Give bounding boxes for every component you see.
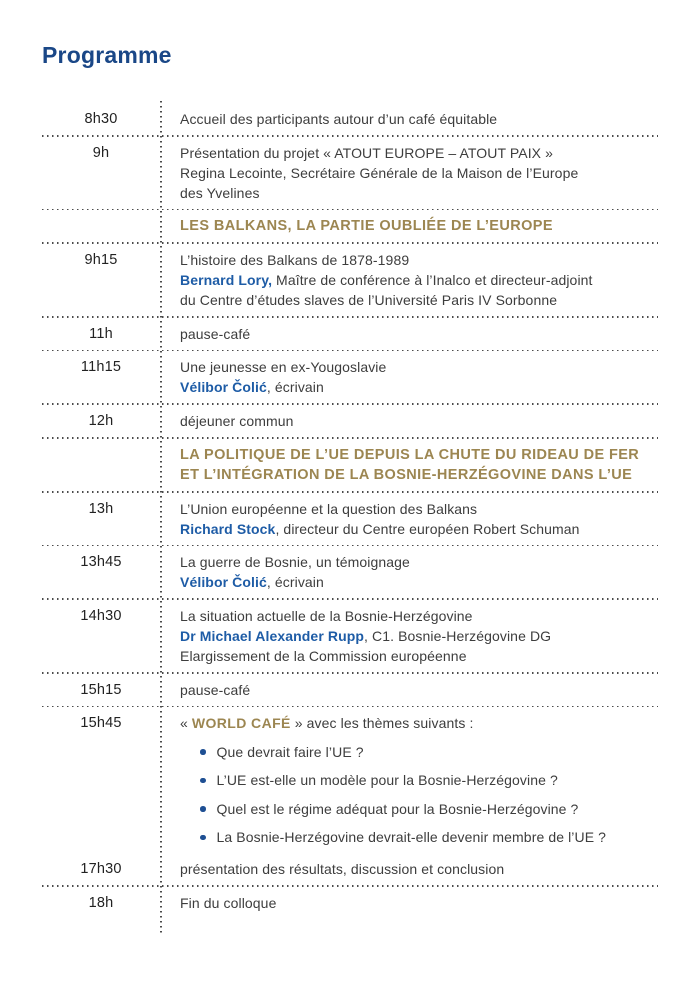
- text: des Yvelines: [180, 184, 260, 201]
- text: Maître de conférence à l’Inalco et directeur-adjoint: [272, 272, 593, 289]
- text: Une jeunesse en ex-Yougoslavie: [180, 359, 387, 376]
- time-label: 8h30: [84, 111, 118, 127]
- event-details: [160, 859, 658, 879]
- schedule-row: [42, 405, 658, 437]
- event-line: [180, 377, 654, 397]
- event-line: [180, 646, 654, 666]
- schedule-row: [42, 244, 658, 316]
- text: déjeuner commun: [180, 413, 294, 430]
- event-line: [180, 163, 654, 183]
- time-label: 14h30: [80, 607, 122, 624]
- bullet-icon: [200, 806, 206, 812]
- event-line: [180, 606, 654, 626]
- event-line: [180, 552, 654, 572]
- text: du Centre d’études slaves de l’Université Paris IV Sorbonne: [180, 292, 558, 309]
- schedule-table: [42, 103, 658, 919]
- event-details: [160, 250, 658, 310]
- event-line: [180, 143, 654, 163]
- text: La guerre de Bosnie, un témoignage: [180, 554, 410, 571]
- event-line: [180, 109, 654, 129]
- event-line: [180, 324, 654, 344]
- event-line: [180, 357, 654, 377]
- event-line: [180, 859, 654, 879]
- event-details: [160, 606, 658, 666]
- time-label: 11h: [89, 325, 113, 342]
- schedule-row: [42, 137, 658, 209]
- schedule-row: [42, 853, 658, 885]
- time-label: 15h15: [80, 681, 122, 698]
- bullet-text: Que devrait faire l’UE ?: [216, 743, 364, 760]
- schedule-row: [42, 887, 658, 919]
- text: , écrivain: [266, 379, 324, 396]
- time-label: 12h: [88, 413, 114, 430]
- bullet-item: [180, 742, 654, 762]
- event-details: [160, 680, 658, 700]
- schedule-row: [42, 103, 658, 135]
- section-header-row: [42, 210, 658, 242]
- time-label: 15h45: [80, 715, 122, 732]
- schedule-row: [42, 674, 658, 706]
- bullet-item: [180, 770, 654, 790]
- bullet-text: La Bosnie-Herzégovine devrait-elle devenir membre de l’UE ?: [216, 829, 607, 846]
- text: Accueil des participants autour d’un café équitable: [180, 111, 498, 127]
- text: pause-café: [180, 325, 251, 342]
- bullet-text: Quel est le régime adéquat pour la Bosnie-Herzégovine ?: [216, 800, 579, 817]
- bullet-text: L’UE est-elle un modèle pour la Bosnie-Herzégovine ?: [216, 772, 558, 789]
- time-label: [42, 445, 160, 485]
- event-details: [160, 216, 658, 236]
- text: Présentation du projet « ATOUT EUROPE – ATOUT PAIX »: [180, 144, 554, 161]
- schedule-row: [42, 351, 658, 403]
- text: , écrivain: [266, 574, 324, 591]
- event-details: [160, 893, 658, 913]
- time-label: 9h15: [84, 252, 118, 269]
- event-line: [180, 216, 654, 236]
- page-title: Programme: [42, 42, 172, 68]
- event-details: [160, 411, 658, 431]
- schedule-row: [42, 546, 658, 598]
- section-header-row: [42, 439, 658, 491]
- time-label: 9h: [92, 144, 110, 161]
- bullet-item: [180, 799, 654, 819]
- time-label: [42, 216, 160, 236]
- schedule-vertical-divider: [160, 101, 162, 933]
- schedule-row: [42, 493, 658, 545]
- event-line: [180, 445, 654, 465]
- text: ET L’INTÉGRATION DE LA BOSNIE-HERZÉGOVINE DANS L’UE: [180, 466, 633, 483]
- event-line: [180, 183, 654, 203]
- event-details: [160, 357, 658, 397]
- text: présentation des résultats, discussion et conclusion: [180, 861, 505, 878]
- event-details: [160, 143, 658, 203]
- bullet-icon: [200, 778, 206, 784]
- event-line: [180, 411, 654, 431]
- text: Regina Lecointe, Secrétaire Générale de la Maison de l’Europe: [180, 164, 579, 181]
- schedule-row: [42, 707, 658, 853]
- time-label: 11h15: [80, 359, 122, 376]
- event-line: [180, 465, 654, 485]
- speaker-name: Vélibor Čolić: [180, 379, 267, 396]
- time-label: 13h: [88, 500, 114, 517]
- text: L’histoire des Balkans de 1878-1989: [180, 252, 410, 269]
- text: Elargissement de la Commission européenne: [180, 647, 467, 664]
- event-details: [160, 499, 658, 539]
- text: L’Union européenne et la question des Balkans: [180, 500, 478, 517]
- text: , directeur du Centre européen Robert Schuman: [275, 520, 580, 537]
- event-line: [180, 519, 654, 539]
- bullet-item: [180, 827, 654, 847]
- text: «: [180, 715, 192, 732]
- text: Fin du colloque: [180, 894, 277, 911]
- text: LA POLITIQUE DE L’UE DEPUIS LA CHUTE DU RIDEAU DE FER: [180, 446, 640, 463]
- event-line: [180, 499, 654, 519]
- schedule-row: [42, 318, 658, 350]
- text: LES BALKANS, LA PARTIE OUBLIÉE DE L’EUROPE: [180, 218, 553, 235]
- text: La situation actuelle de la Bosnie-Herzégovine: [180, 607, 473, 624]
- time-label: 13h45: [80, 554, 122, 571]
- speaker-name: Dr Michael Alexander Rupp: [180, 627, 365, 644]
- event-details: [160, 713, 658, 847]
- event-details: [160, 552, 658, 592]
- event-line: [180, 572, 654, 592]
- time-label: 18h: [88, 894, 114, 911]
- event-line: [180, 270, 654, 290]
- event-details: [160, 445, 658, 485]
- event-details: [160, 109, 658, 129]
- highlight-text: WORLD CAFÉ: [191, 715, 291, 732]
- schedule-row: [42, 600, 658, 672]
- text: , C1. Bosnie-Herzégovine DG: [364, 627, 552, 644]
- event-line: [180, 290, 654, 310]
- text: pause-café: [180, 681, 251, 698]
- bullet-icon: [200, 749, 206, 755]
- speaker-name: Richard Stock: [180, 520, 276, 537]
- event-details: [160, 324, 658, 344]
- event-line: [180, 250, 654, 270]
- event-line: [180, 680, 654, 700]
- text: » avec les thèmes suivants :: [290, 715, 474, 732]
- time-label: 17h30: [80, 861, 122, 878]
- event-line: [180, 626, 654, 646]
- speaker-name: Bernard Lory,: [180, 272, 273, 289]
- speaker-name: Vélibor Čolić: [180, 574, 267, 591]
- event-line: [180, 893, 654, 913]
- bullet-icon: [200, 835, 206, 841]
- event-line: [180, 713, 654, 733]
